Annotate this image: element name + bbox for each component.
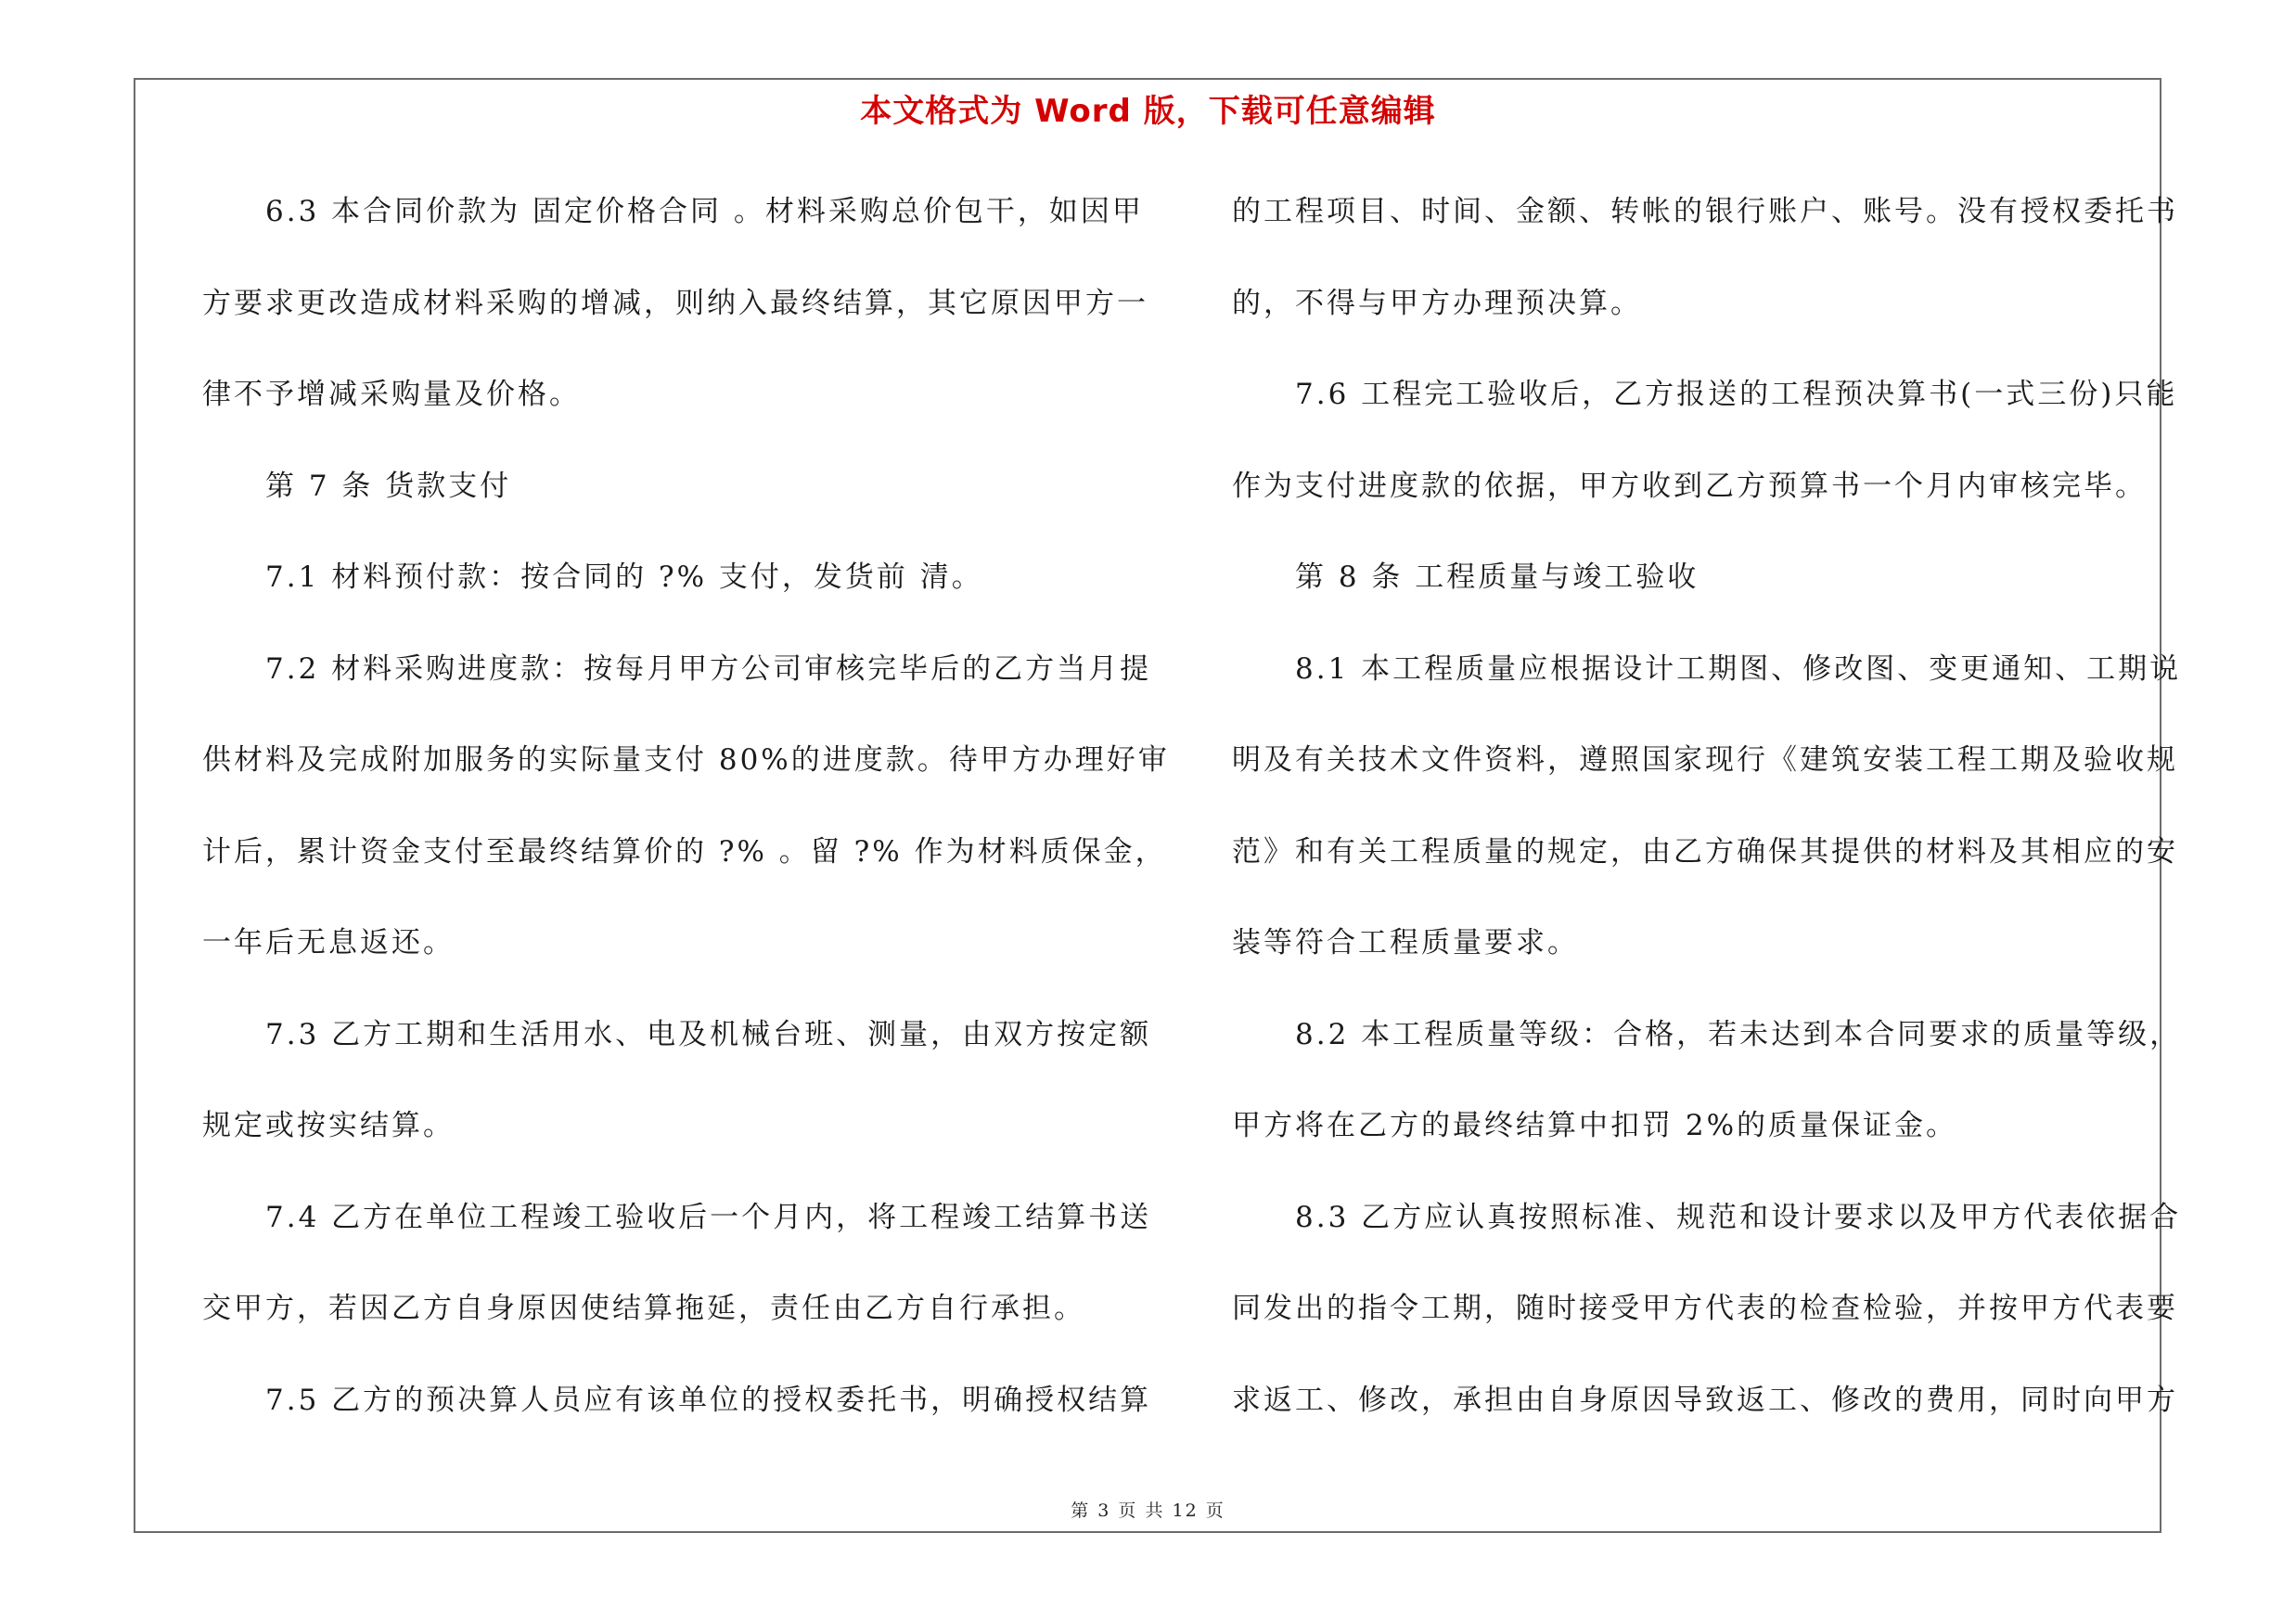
right-column-line: 装等符合工程质量要求。 (1232, 926, 1579, 960)
left-column-line: 方要求更改造成材料采购的增减，则纳入最终结算，其它原因甲方一 (202, 286, 1148, 320)
right-column-line: 8.3 乙方应认真按照标准、规范和设计要求以及甲方代表依据合 (1295, 1200, 2182, 1234)
left-column-line: 计后，累计资金支付至最终结算价的 ?% 。留 ?% 作为材料质保金， (202, 834, 1167, 869)
right-column-line: 作为支付进度款的依据，甲方收到乙方预算书一个月内审核完毕。 (1232, 469, 2147, 503)
left-column-line: 7.3 乙方工期和生活用水、电及机械台班、测量，由双方按定额 (265, 1017, 1152, 1051)
left-column-line: 规定或按实结算。 (202, 1109, 455, 1142)
right-column-line: 甲方将在乙方的最终结算中扣罚 2%的质量保证金。 (1232, 1109, 1958, 1142)
left-column-line: 一年后无息返还。 (202, 926, 455, 960)
left-column-line: 6.3 本合同价款为 固定价格合同 。材料采购总价包干，如因甲 (265, 195, 1144, 228)
left-column-line: 第 7 条 货款支付 (265, 469, 512, 503)
left-column-line: 7.5 乙方的预决算人员应有该单位的授权委托书，明确授权结算 (265, 1383, 1152, 1417)
right-column-line: 7.6 工程完工验收后，乙方报送的工程预决算书(一式三份)只能 (1295, 378, 2178, 411)
left-column (202, 182, 1170, 1462)
right-column-line: 的，不得与甲方办理预决算。 (1232, 286, 1642, 320)
left-column-line: 7.1 材料预付款：按合同的 ?% 支付，发货前 清。 (265, 560, 983, 594)
right-column-line: 同发出的指令工期，随时接受甲方代表的检查检验，并按甲方代表要 (1232, 1292, 2178, 1325)
left-column-line: 供材料及完成附加服务的实际量支付 80%的进度款。待甲方办理好审 (202, 743, 1170, 777)
right-column-line: 明及有关技术文件资料，遵照国家现行《建筑安装工程工期及验收规 (1232, 743, 2178, 777)
right-column (1232, 182, 2182, 1462)
right-column-line: 8.1 本工程质量应根据设计工期图、修改图、变更通知、工期说 (1295, 651, 2182, 686)
left-column-line: 7.4 乙方在单位工程竣工验收后一个月内，将工程竣工结算书送 (265, 1200, 1152, 1234)
right-column-line: 范》和有关工程质量的规定，由乙方确保其提供的材料及其相应的安 (1232, 834, 2178, 869)
word-format-banner: 本文格式为 Word 版，下载可任意编辑 (860, 93, 1436, 130)
left-column-line: 交甲方，若因乙方自身原因使结算拖延，责任由乙方自行承担。 (202, 1292, 1085, 1325)
right-column-line: 8.2 本工程质量等级：合格，若未达到本合同要求的质量等级， (1295, 1017, 2182, 1051)
left-column-line: 律不予增减采购量及价格。 (202, 378, 581, 411)
page-number-footer: 第 3 页 共 12 页 (1071, 1501, 1225, 1521)
right-column-line: 的工程项目、时间、金额、转帐的银行账户、账号。没有授权委托书 (1232, 195, 2178, 228)
left-column-line: 7.2 材料采购进度款：按每月甲方公司审核完毕后的乙方当月提 (265, 651, 1152, 686)
right-column-line: 第 8 条 工程质量与竣工验收 (1295, 560, 1700, 594)
right-column-line: 求返工、修改，承担由自身原因导致返工、修改的费用，同时向甲方 (1232, 1383, 2178, 1417)
